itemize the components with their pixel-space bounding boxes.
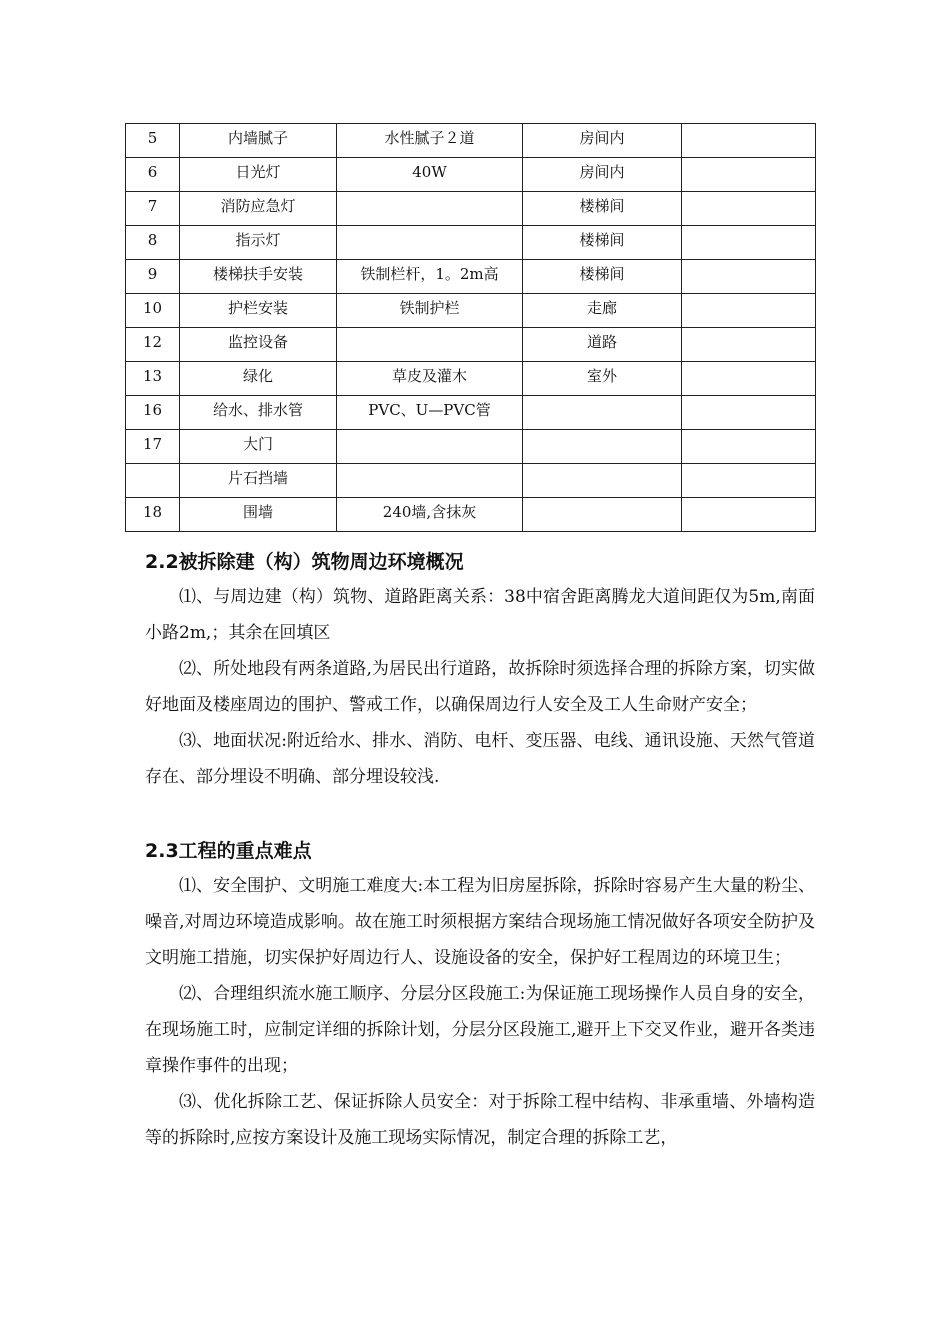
table-cell-item: 消防应急灯 (180, 192, 337, 226)
table-cell-remark (682, 328, 816, 362)
table-cell-item: 给水、排水管 (180, 396, 337, 430)
table-row (126, 396, 816, 430)
section-heading: 2.3工程的重点难点 (145, 840, 312, 862)
table-cell-spec (337, 328, 523, 362)
table-cell-spec: 水性腻子２道 (337, 124, 523, 158)
table-cell-item: 指示灯 (180, 226, 337, 260)
table-cell-remark (682, 226, 816, 260)
table-cell-remark (682, 464, 816, 498)
table-cell-location: 楼梯间 (523, 260, 682, 294)
table-cell-no: 13 (126, 362, 180, 396)
table-cell-spec: 铁制护栏 (337, 294, 523, 328)
table-cell-remark (682, 362, 816, 396)
table-cell-no: 6 (126, 158, 180, 192)
table-cell-location (523, 430, 682, 464)
paragraph: ⑶、优化拆除工艺、保证拆除人员安全：对于拆除工程中结构、非承重墙、外墙构造等的拆除时,应按方案设计及施工现场实际情况，制定合理的拆除工艺， (145, 1092, 815, 1148)
table-cell-location: 房间内 (523, 124, 682, 158)
table-cell-spec: 240墙,含抹灰 (337, 498, 523, 532)
table-cell-item: 护栏安装 (180, 294, 337, 328)
table-cell-location: 房间内 (523, 158, 682, 192)
table-cell-no: 5 (126, 124, 180, 158)
table-row (126, 124, 816, 158)
table-cell-spec (337, 226, 523, 260)
table-cell-spec: PVC、U—PVC管 (337, 396, 523, 430)
table-cell-location: 走廊 (523, 294, 682, 328)
paragraph: ⑴、与周边建（构）筑物、道路距离关系：38中宿舍距离腾龙大道间距仅为5m,南面小路2m,；其余在回填区 (145, 587, 815, 643)
table-cell-spec: 40W (337, 158, 523, 192)
table-cell-location (523, 396, 682, 430)
table-cell-remark (682, 396, 816, 430)
table-cell-remark (682, 192, 816, 226)
paragraph: ⑴、安全围护、文明施工难度大:本工程为旧房屋拆除，拆除时容易产生大量的粉尘、噪音,对周边环境造成影响。故在施工时须根据方案结合现场施工情况做好各项安全防护及文明施工措施，切实保护好周边行人、设施设备的安全，保护好工程周边的环境卫生； (145, 876, 815, 968)
table-cell-location (523, 498, 682, 532)
table-row (126, 362, 816, 396)
table-row (126, 430, 816, 464)
table-row (126, 294, 816, 328)
table-cell-item: 围墙 (180, 498, 337, 532)
table-row (126, 498, 816, 532)
table-cell-no: 9 (126, 260, 180, 294)
table-cell-no: 10 (126, 294, 180, 328)
table-cell-location: 道路 (523, 328, 682, 362)
table-cell-remark (682, 124, 816, 158)
table-row (126, 192, 816, 226)
table-cell-item: 绿化 (180, 362, 337, 396)
table-cell-no: 8 (126, 226, 180, 260)
table-cell-item: 大门 (180, 430, 337, 464)
table-cell-item: 监控设备 (180, 328, 337, 362)
table-cell-remark (682, 158, 816, 192)
table-cell-item: 楼梯扶手安装 (180, 260, 337, 294)
table-cell-spec (337, 464, 523, 498)
table-row (126, 226, 816, 260)
table-cell-location: 楼梯间 (523, 226, 682, 260)
table-cell-location (523, 464, 682, 498)
paragraph: ⑵、所处地段有两条道路,为居民出行道路，故拆除时须选择合理的拆除方案，切实做好地面及楼座周边的围护、警戒工作，以确保周边行人安全及工人生命财产安全； (145, 659, 815, 715)
table-cell-spec (337, 192, 523, 226)
table-cell-no: 7 (126, 192, 180, 226)
table-cell-spec (337, 430, 523, 464)
table-cell-remark (682, 260, 816, 294)
table-cell-no: 12 (126, 328, 180, 362)
table-cell-remark (682, 498, 816, 532)
section-2-2 (145, 549, 815, 795)
table-cell-location: 楼梯间 (523, 192, 682, 226)
table-cell-no (126, 464, 180, 498)
section-2-3 (145, 838, 815, 1156)
table-cell-item: 内墙腻子 (180, 124, 337, 158)
table-cell-remark (682, 430, 816, 464)
table-cell-remark (682, 294, 816, 328)
table-cell-no: 16 (126, 396, 180, 430)
table-cell-spec: 草皮及灌木 (337, 362, 523, 396)
table-cell-item: 片石挡墙 (180, 464, 337, 498)
section-heading: 2.2被拆除建（构）筑物周边环境概况 (145, 551, 464, 573)
table-cell-item: 日光灯 (180, 158, 337, 192)
items-table (125, 123, 816, 532)
table-row (126, 328, 816, 362)
table-cell-no: 17 (126, 430, 180, 464)
table-row (126, 158, 816, 192)
table-cell-no: 18 (126, 498, 180, 532)
table-cell-spec: 铁制栏杆，1。2m高 (337, 260, 523, 294)
paragraph: ⑵、合理组织流水施工顺序、分层分区段施工:为保证施工现场操作人员自身的安全，在现场施工时，应制定详细的拆除计划，分层分区段施工,避开上下交叉作业，避开各类违章操作事件的出现； (145, 984, 815, 1076)
paragraph: ⑶、地面状况:附近给水、排水、消防、电杆、变压器、电线、通讯设施、天然气管道存在、部分埋设不明确、部分埋设较浅. (145, 731, 815, 787)
table-row (126, 464, 816, 498)
table-cell-location: 室外 (523, 362, 682, 396)
table-row (126, 260, 816, 294)
items-table-body (126, 124, 816, 532)
